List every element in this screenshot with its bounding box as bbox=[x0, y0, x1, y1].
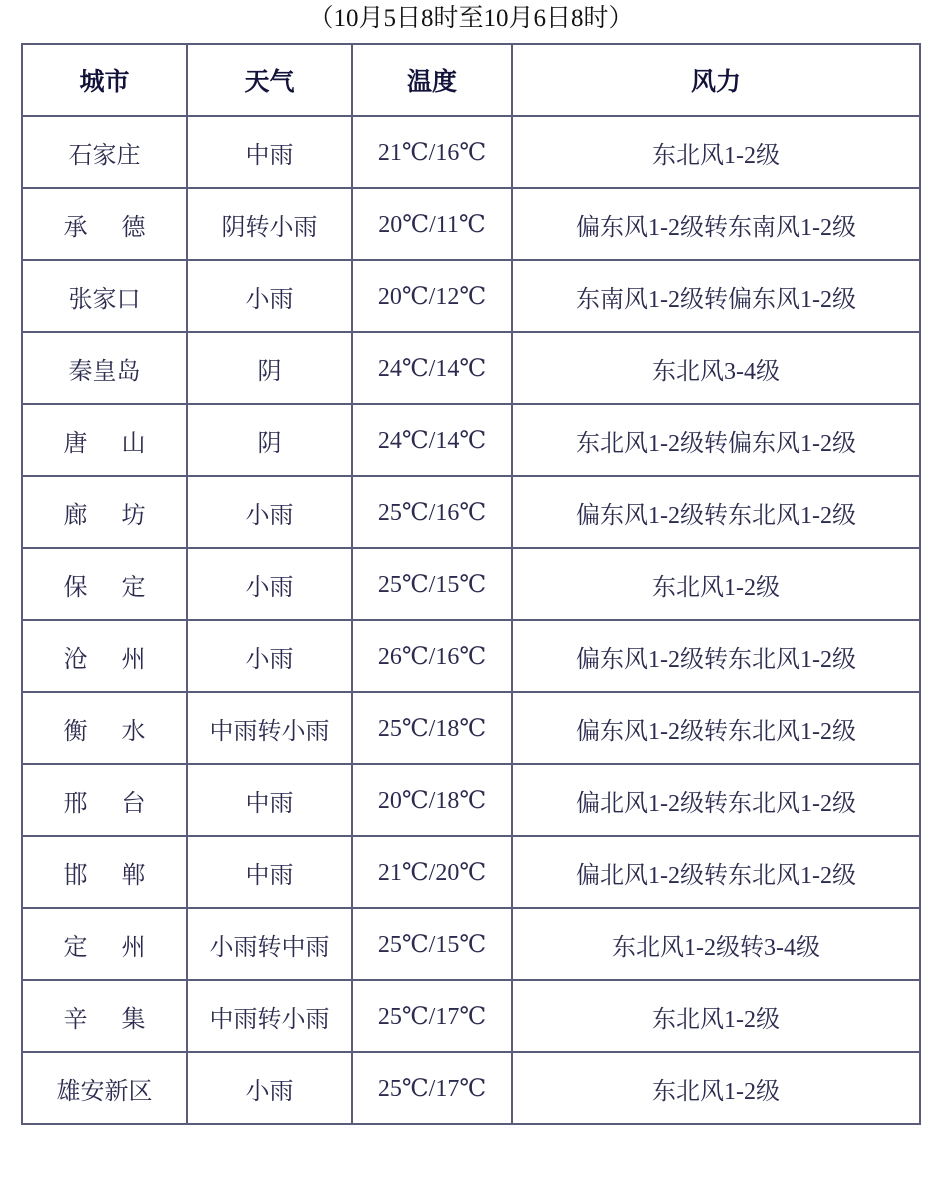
cell-weather: 阴 bbox=[187, 332, 352, 404]
cell-wind: 偏北风1-2级转东北风1-2级 bbox=[512, 836, 920, 908]
cell-city: 承 德 bbox=[22, 188, 187, 260]
table-row bbox=[22, 188, 920, 260]
cell-weather: 阴转小雨 bbox=[187, 188, 352, 260]
cell-city: 保 定 bbox=[22, 548, 187, 620]
table-row bbox=[22, 476, 920, 548]
table-row bbox=[22, 332, 920, 404]
cell-temperature: 21℃/20℃ bbox=[352, 836, 512, 908]
cell-temperature: 20℃/12℃ bbox=[352, 260, 512, 332]
cell-wind: 偏东风1-2级转东北风1-2级 bbox=[512, 692, 920, 764]
cell-weather: 小雨 bbox=[187, 620, 352, 692]
cell-wind: 东北风3-4级 bbox=[512, 332, 920, 404]
cell-temperature: 25℃/16℃ bbox=[352, 476, 512, 548]
table-body bbox=[22, 116, 920, 1124]
cell-temperature: 24℃/14℃ bbox=[352, 404, 512, 476]
table-row bbox=[22, 620, 920, 692]
table-row bbox=[22, 692, 920, 764]
cell-temperature: 25℃/18℃ bbox=[352, 692, 512, 764]
table-header-row bbox=[22, 44, 920, 116]
cell-wind: 东南风1-2级转偏东风1-2级 bbox=[512, 260, 920, 332]
cell-weather: 小雨 bbox=[187, 548, 352, 620]
page-caption: （10月5日8时至10月6日8时） bbox=[308, 5, 634, 32]
cell-wind: 东北风1-2级转偏东风1-2级 bbox=[512, 404, 920, 476]
column-header-city: 城市 bbox=[22, 44, 187, 116]
cell-temperature: 24℃/14℃ bbox=[352, 332, 512, 404]
cell-temperature: 20℃/11℃ bbox=[352, 188, 512, 260]
cell-weather: 小雨 bbox=[187, 1052, 352, 1124]
cell-temperature: 25℃/15℃ bbox=[352, 548, 512, 620]
weather-forecast-table bbox=[21, 43, 921, 1125]
cell-city: 张家口 bbox=[22, 260, 187, 332]
cell-weather: 中雨转小雨 bbox=[187, 692, 352, 764]
table-row bbox=[22, 404, 920, 476]
cell-wind: 东北风1-2级 bbox=[512, 116, 920, 188]
cell-temperature: 20℃/18℃ bbox=[352, 764, 512, 836]
cell-city: 唐 山 bbox=[22, 404, 187, 476]
cell-city: 沧 州 bbox=[22, 620, 187, 692]
cell-weather: 中雨 bbox=[187, 836, 352, 908]
cell-wind: 东北风1-2级转3-4级 bbox=[512, 908, 920, 980]
table-row bbox=[22, 260, 920, 332]
column-header-wind: 风力 bbox=[512, 44, 920, 116]
cell-wind: 东北风1-2级 bbox=[512, 980, 920, 1052]
cell-city: 秦皇岛 bbox=[22, 332, 187, 404]
cell-temperature: 21℃/16℃ bbox=[352, 116, 512, 188]
cell-wind: 东北风1-2级 bbox=[512, 548, 920, 620]
cell-city: 定 州 bbox=[22, 908, 187, 980]
table-row bbox=[22, 764, 920, 836]
cell-temperature: 25℃/15℃ bbox=[352, 908, 512, 980]
cell-weather: 小雨 bbox=[187, 260, 352, 332]
cell-temperature: 25℃/17℃ bbox=[352, 980, 512, 1052]
cell-wind: 偏东风1-2级转东北风1-2级 bbox=[512, 620, 920, 692]
cell-temperature: 26℃/16℃ bbox=[352, 620, 512, 692]
table-row bbox=[22, 908, 920, 980]
table-row bbox=[22, 836, 920, 908]
table-row bbox=[22, 548, 920, 620]
cell-city: 廊 坊 bbox=[22, 476, 187, 548]
cell-weather: 阴 bbox=[187, 404, 352, 476]
cell-wind: 偏东风1-2级转东南风1-2级 bbox=[512, 188, 920, 260]
cell-weather: 中雨 bbox=[187, 116, 352, 188]
table-row bbox=[22, 980, 920, 1052]
column-header-temperature: 温度 bbox=[352, 44, 512, 116]
cell-city: 雄安新区 bbox=[22, 1052, 187, 1124]
cell-city: 邯 郸 bbox=[22, 836, 187, 908]
cell-city: 衡 水 bbox=[22, 692, 187, 764]
cell-city: 邢 台 bbox=[22, 764, 187, 836]
cell-wind: 东北风1-2级 bbox=[512, 1052, 920, 1124]
cell-wind: 偏东风1-2级转东北风1-2级 bbox=[512, 476, 920, 548]
cell-city: 辛 集 bbox=[22, 980, 187, 1052]
cell-wind: 偏北风1-2级转东北风1-2级 bbox=[512, 764, 920, 836]
table-row bbox=[22, 116, 920, 188]
cell-weather: 小雨转中雨 bbox=[187, 908, 352, 980]
cell-weather: 中雨 bbox=[187, 764, 352, 836]
cell-city: 石家庄 bbox=[22, 116, 187, 188]
table-row bbox=[22, 1052, 920, 1124]
cell-temperature: 25℃/17℃ bbox=[352, 1052, 512, 1124]
cell-weather: 小雨 bbox=[187, 476, 352, 548]
cell-weather: 中雨转小雨 bbox=[187, 980, 352, 1052]
column-header-weather: 天气 bbox=[187, 44, 352, 116]
